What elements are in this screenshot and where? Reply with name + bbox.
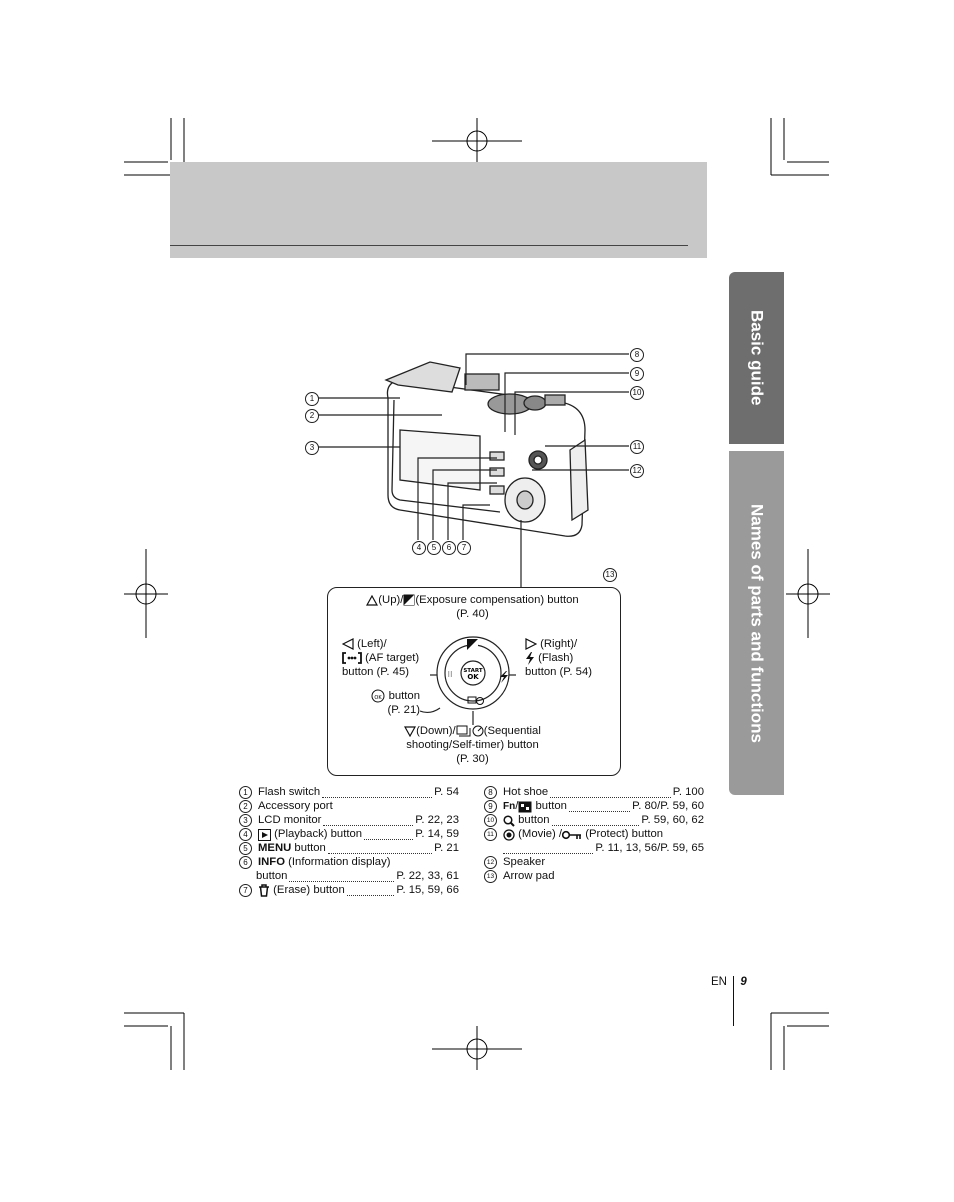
up-caption: (Up)/ (Exposure compensation) button (P. 40)	[340, 593, 605, 621]
callout-2: 2	[305, 409, 319, 423]
right-caption: (Right)/ (Flash) button (P. 54)	[525, 638, 592, 678]
callout-4: 4	[412, 541, 426, 555]
ok-caption: OK button (P. 21)	[365, 689, 420, 717]
sequential-shooting-icon	[456, 725, 472, 737]
legend-item-10: 10 button P. 59, 60, 62	[484, 814, 704, 828]
down-triangle-icon	[404, 726, 416, 737]
svg-text:OK: OK	[374, 695, 383, 702]
protect-key-icon	[562, 830, 582, 840]
legend-item-12: 12 Speaker	[484, 856, 704, 870]
dial-af-icon: ⁝⁝	[447, 670, 453, 679]
callout-9: 9	[630, 367, 644, 381]
legend-item-9: 9 Fn / button P. 80/P. 59, 60	[484, 800, 704, 814]
left-triangle-icon	[342, 638, 354, 650]
dial-start-label: START	[463, 668, 483, 674]
trash-icon	[258, 884, 270, 897]
playback-icon	[258, 829, 271, 841]
af-target-icon	[342, 652, 362, 664]
page-footer	[711, 976, 747, 1026]
up-triangle-icon	[366, 595, 378, 606]
callout-11: 11	[630, 440, 644, 454]
legend-item-11: 11 (Movie) / (Protect) button	[484, 828, 704, 842]
legend-item-11-cont: P. 11, 13, 56/P. 59, 65	[501, 842, 704, 856]
start-ok-small-icon	[371, 689, 385, 703]
tab-basic-guide[interactable]: Basic guide	[729, 272, 784, 444]
callout-1: 1	[305, 392, 319, 406]
left-caption: (Left)/ (AF target) button (P. 45)	[342, 638, 420, 678]
callout-5: 5	[427, 541, 441, 555]
self-timer-icon	[472, 725, 484, 737]
callout-13: 13	[603, 568, 617, 582]
legend-item-3: 3 LCD monitor P. 22, 23	[239, 814, 459, 828]
legend-item-8: 8 Hot shoe P. 100	[484, 786, 704, 800]
down-caption: (Down)/ (Sequential shooting/Self-timer) button (P. 30)	[380, 724, 565, 766]
callout-3: 3	[305, 441, 319, 455]
callout-7: 7	[457, 541, 471, 555]
legend-item-1: 1 Flash switch P. 54	[239, 786, 459, 800]
exposure-compensation-icon	[403, 594, 415, 606]
callout-12: 12	[630, 464, 644, 478]
magnify-icon	[503, 815, 515, 827]
legend-item-13: 13 Arrow pad	[484, 870, 704, 884]
tab-names-of-parts[interactable]: Names of parts and functions	[729, 451, 784, 795]
dial-ok-label: OK	[467, 673, 479, 681]
legend-item-6: 6 INFO (Information display)	[239, 856, 459, 870]
legend-item-7: 7 (Erase) button P. 15, 59, 66	[239, 884, 459, 898]
callout-10: 10	[630, 386, 644, 400]
movie-record-icon	[503, 829, 515, 841]
arrow-pad-dial	[420, 625, 530, 725]
footer-lang: EN	[711, 976, 727, 988]
page-number: 9	[740, 976, 747, 988]
callout-8: 8	[630, 348, 644, 362]
legend-item-4: 4 (Playback) button P. 14, 59	[239, 828, 459, 842]
legend-item-5: 5 MENU button P. 21	[239, 842, 459, 856]
legend-item-6-cont: button P. 22, 33, 61	[256, 870, 459, 882]
legend-item-2: 2 Accessory port	[239, 800, 459, 814]
grid-icon	[518, 801, 532, 813]
fn-icon: Fn	[503, 801, 516, 812]
callout-6: 6	[442, 541, 456, 555]
